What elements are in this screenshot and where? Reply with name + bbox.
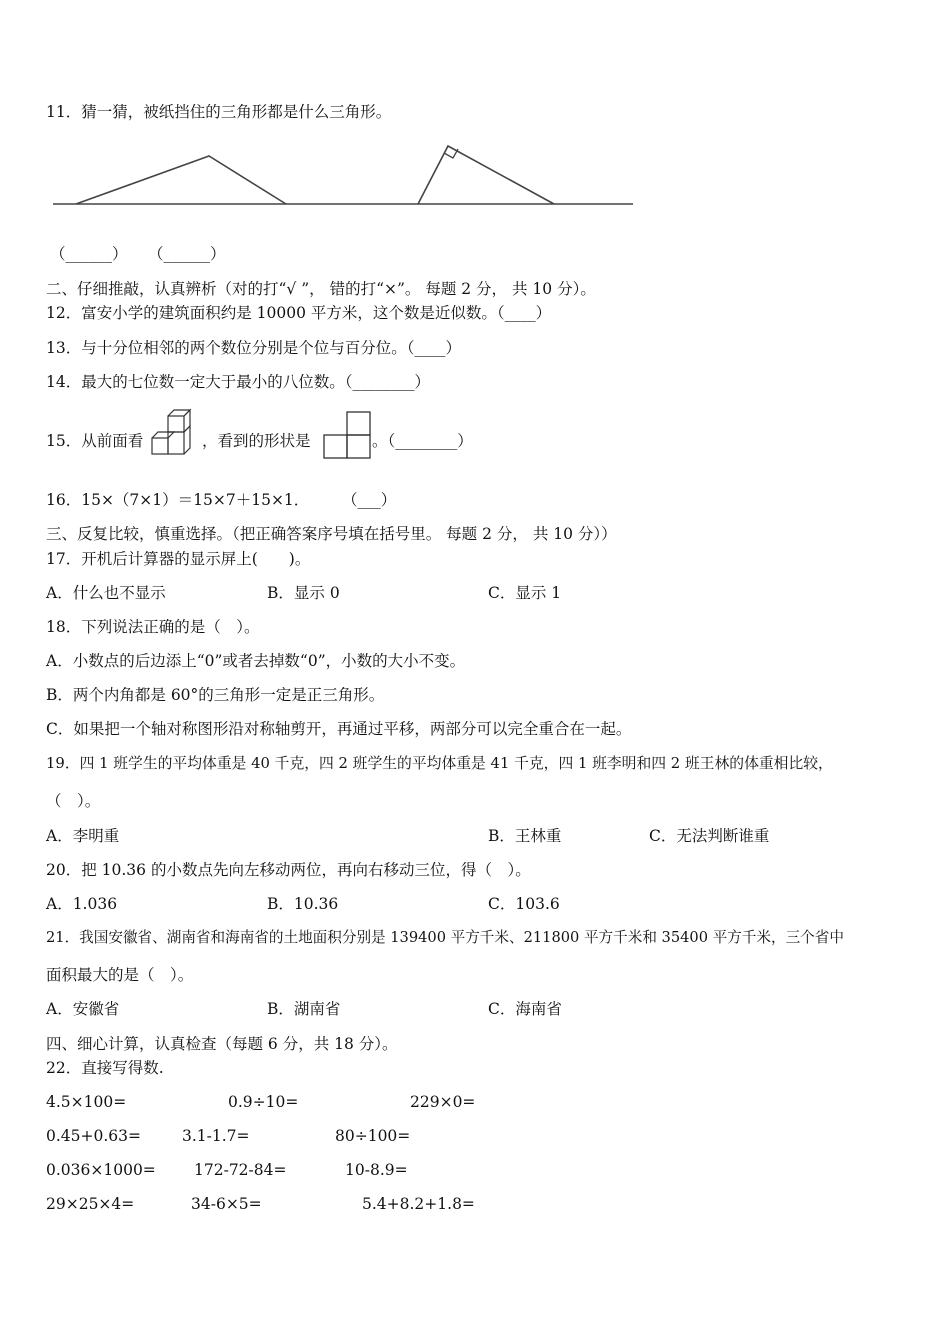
q18-option-b[interactable]: B．两个内角都是 60°的三角形一定是正三角形。 xyxy=(46,686,385,704)
calc-item: 29×25×4= xyxy=(46,1195,135,1213)
q16-blank[interactable]: （___） xyxy=(342,491,397,509)
q21-option-c[interactable]: C．海南省 xyxy=(488,1000,562,1018)
calc-item: 10-8.9= xyxy=(345,1161,408,1179)
q18-option-c[interactable]: C．如果把一个轴对称图形沿对称轴剪开，再通过平移，两部分可以完全重合在一起。 xyxy=(46,720,632,738)
q20-stem: 20．把 10.36 的小数点先向左移动两位，再向右移动三位，得（ ）。 xyxy=(46,861,531,879)
q18-stem: 18．下列说法正确的是（ ）。 xyxy=(46,618,260,636)
calc-item: 4.5×100= xyxy=(46,1093,127,1111)
q17-option-b[interactable]: B．显示 0 xyxy=(267,584,340,602)
q11-blank-2[interactable]: （______） xyxy=(148,245,226,263)
q20-option-c[interactable]: C．103.6 xyxy=(488,895,560,913)
q14-text: 14．最大的七位数一定大于最小的八位数。（________） xyxy=(46,373,430,391)
calc-item: 0.036×1000= xyxy=(46,1161,156,1179)
calc-item: 3.1-1.7= xyxy=(182,1127,250,1145)
cube-stack-icon xyxy=(148,408,196,458)
q21-option-b[interactable]: B．湖南省 xyxy=(267,1000,341,1018)
q19-option-c[interactable]: C．无法判断谁重 xyxy=(649,827,770,845)
q17-option-c[interactable]: C．显示 1 xyxy=(488,584,562,602)
q19-option-b[interactable]: B．王林重 xyxy=(488,827,562,845)
q15-prefix: 15．从前面看 xyxy=(46,432,144,450)
q17-option-a[interactable]: A．什么也不显示 xyxy=(46,584,166,602)
q18-option-a[interactable]: A．小数点的后边添上“0”或者去掉数“0”，小数的大小不变。 xyxy=(46,652,466,670)
q13-text: 13．与十分位相邻的两个数位分别是个位与百分位。（____） xyxy=(46,339,461,357)
section3-header: 三、反复比较，慎重选择。（把正确答案序号填在括号里。 每题 2 分， 共 10 分）） xyxy=(46,525,617,543)
section2-header: 二、仔细推敲，认真辨析（对的打“√ ”， 错的打“×”。 每题 2 分， 共 10 分）。 xyxy=(46,280,596,298)
section4-header: 四、细心计算，认真检查（每题 6 分，共 18 分）。 xyxy=(46,1035,398,1053)
q19-stem-continued: （ ）。 xyxy=(46,792,101,810)
q11-triangle-figure xyxy=(48,140,648,220)
calc-item: 172-72-84= xyxy=(194,1161,287,1179)
q22-stem: 22．直接写得数. xyxy=(46,1059,164,1077)
q20-option-b[interactable]: B．10.36 xyxy=(267,895,339,913)
q16-expression: 16．15×（7×1）＝15×7＋15×1． xyxy=(46,491,310,509)
q15-middle: ，看到的形状是 xyxy=(202,432,311,450)
q17-stem: 17．开机后计算器的显示屏上( )。 xyxy=(46,550,311,568)
q19-stem: 19．四 1 班学生的平均体重是 40 千克，四 2 班学生的平均体重是 41 千克，四 1 班李明和四 2 班王林的体重相比较， xyxy=(46,755,833,772)
calc-item: 34-6×5= xyxy=(191,1195,262,1213)
q21-stem: 21．我国安徽省、湖南省和海南省的土地面积分别是 139400 平方千米、211800 平方千米和 35400 平方千米，三个省中 xyxy=(46,929,844,946)
q20-option-a[interactable]: A．1.036 xyxy=(46,895,118,913)
q11-text: 11．猜一猜，被纸挡住的三角形都是什么三角形。 xyxy=(46,103,392,121)
triangle-left-obtuse xyxy=(76,156,286,204)
q11-blank-1[interactable]: （______） xyxy=(50,245,128,263)
calc-item: 229×0= xyxy=(410,1093,476,1111)
q21-option-a[interactable]: A．安徽省 xyxy=(46,1000,120,1018)
q21-stem-continued: 面积最大的是（ ）。 xyxy=(46,966,194,984)
front-view-squares-icon xyxy=(322,410,374,460)
q15-suffix: 。（________） xyxy=(372,432,473,450)
calc-item: 0.45+0.63= xyxy=(46,1127,141,1145)
q12-text: 12．富安小学的建筑面积约是 10000 平方米，这个数是近似数。（____） xyxy=(46,304,552,322)
calc-item: 5.4+8.2+1.8= xyxy=(362,1195,475,1213)
triangle-right-right-angle xyxy=(418,146,554,204)
q19-option-a[interactable]: A．李明重 xyxy=(46,827,120,845)
calc-item: 80÷100= xyxy=(335,1127,411,1145)
calc-item: 0.9÷10= xyxy=(228,1093,299,1111)
